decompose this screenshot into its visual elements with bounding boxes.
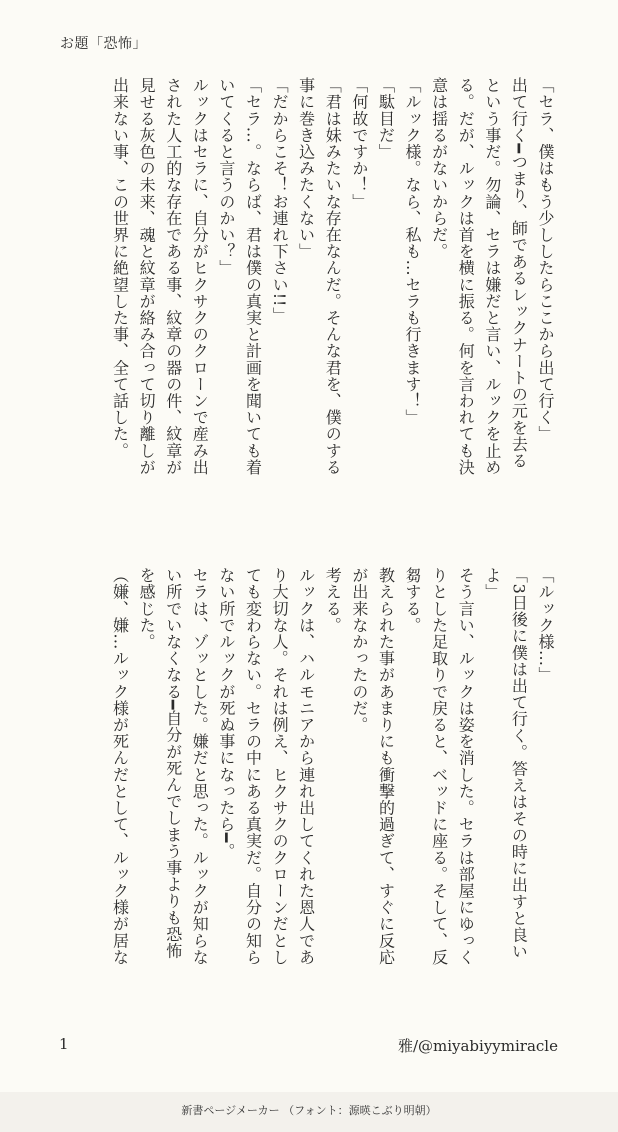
text-line: 「何故ですか！」 bbox=[349, 77, 369, 210]
text-block-bottom bbox=[56, 567, 558, 981]
text-line: を感じた。 bbox=[137, 567, 157, 650]
text-line: 「ルック様…」 bbox=[536, 567, 555, 684]
text-line: ルックはセラに、自分がヒクサクのクローンで産み出 bbox=[190, 77, 210, 476]
text-line: 教えられた事があまりにも衝撃的過ぎて、すぐに反応 bbox=[376, 567, 396, 966]
text-line: ない所でルックが死ぬ事になったら━。 bbox=[216, 567, 236, 860]
text-line: セラは、ゾッとした。嫌だと思った。ルックが知らな bbox=[190, 567, 210, 966]
text-line: 見せる灰色の未来、魂と紋章が絡み合って切り離しが bbox=[137, 77, 157, 476]
text-block-top bbox=[56, 77, 558, 519]
text-line: という事だ。勿論、セラは嫌だと言い、ルックを止め bbox=[482, 77, 502, 476]
page-title: お題「恐怖」 bbox=[60, 36, 147, 52]
text-line: 「君は妹みたいな存在なんだ。そんな君を、僕のする bbox=[323, 77, 343, 476]
text-line: りとした足取りで戻ると、ベッドに座る。そして、反 bbox=[429, 567, 449, 966]
text-line: 「セラ…。ならば、君は僕の真実と計画を聞いても着 bbox=[243, 77, 263, 476]
text-line: よ」 bbox=[482, 567, 502, 601]
text-line: る。だが、ルックは首を横に振る。何を言われても決 bbox=[456, 77, 476, 476]
text-line: り大切な人。それは例え、ヒクサクのクローンだとし bbox=[270, 567, 290, 966]
text-line: 「駄目だ」 bbox=[376, 77, 396, 160]
text-line: そう言い、ルックは姿を消した。セラは部屋にゆっく bbox=[456, 567, 476, 966]
text-line: 考える。 bbox=[323, 567, 343, 634]
text-line: （嫌、嫌…ルック様が死んだとして、ルック様が居な bbox=[110, 567, 130, 966]
text-line: 「だからこそ！お連れ下さい!!」 bbox=[270, 77, 290, 324]
page-number: 1 bbox=[59, 1035, 69, 1053]
text-line: 「3日後に僕は出て行く。答えはその時に出すと良い bbox=[509, 567, 529, 960]
text-line: 意は揺るがないからだ。 bbox=[429, 77, 449, 260]
text-line: された人工的な存在である事、紋章の器の件、紋章が bbox=[163, 77, 183, 476]
text-line: 「ルック様。なら、私も…セラも行きます！」 bbox=[403, 77, 423, 426]
text-line: が出来なかったのだ。 bbox=[349, 567, 369, 733]
text-line: 事に巻き込みたくない」 bbox=[296, 77, 316, 260]
text-line: いてくると言うのかい？」 bbox=[216, 77, 236, 277]
text-line: ルックは、ハルモニアから連れ出してくれた恩人であ bbox=[296, 567, 316, 966]
text-line: 芻する。 bbox=[403, 567, 423, 634]
text-line: ても変わらない。セラの中にある真実だ。自分の知ら bbox=[243, 567, 263, 966]
text-line: 出て行く━つまり、師であるレックナートの元を去る bbox=[509, 77, 529, 470]
text-line: 出来ない事、この世界に絶望した事、全て話した。 bbox=[110, 77, 130, 459]
text-line: い所でいなくなる━自分が死んでしまう事よりも恐怖 bbox=[163, 567, 183, 960]
author-credit: 雅/@miyabiyymiracle bbox=[397, 1037, 558, 1055]
generator-credit: 新書ページメーカー （フォント：源暎こぶり明朝） bbox=[181, 1104, 437, 1117]
text-line: 「セラ、僕はもう少ししたらここから出て行く」 bbox=[536, 77, 555, 443]
